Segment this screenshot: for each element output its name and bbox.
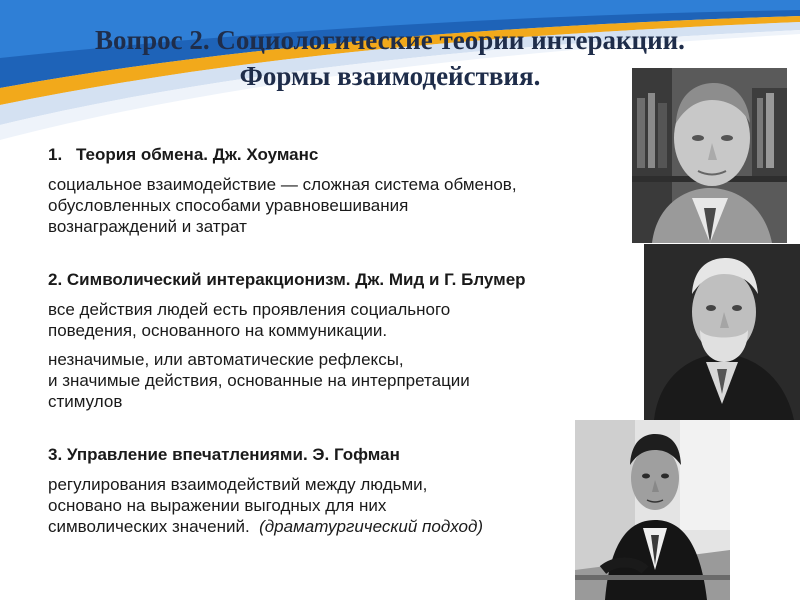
text-line: социальное взаимодействие — сложная система обменов, xyxy=(48,175,517,194)
slide-title-line2: Формы взаимодействия. xyxy=(239,61,541,91)
section-2-paragraph-1 xyxy=(48,299,633,341)
text-line: обусловленных способами уравновешивания xyxy=(48,196,409,215)
section-2-heading: 2. Символический интеракционизм. Дж. Мид и Г. Блумер xyxy=(48,270,526,289)
text-fragment: символических значений. xyxy=(48,517,250,536)
text-line: стимулов xyxy=(48,392,123,411)
section-3-heading: 3. Управление впечатлениями. Э. Гофман xyxy=(48,445,400,464)
section-1-heading-text: Теория обмена. Дж. Хоуманс xyxy=(76,145,319,164)
portrait-goffman xyxy=(575,420,730,600)
text-line: и значимые действия, основанные на интерпретации xyxy=(48,371,470,390)
section-3-paragraph xyxy=(48,474,633,537)
text-line: основано на выражении выгодных для них xyxy=(48,496,387,515)
slide-title-line1: Вопрос 2. Социологические теории интеракции. xyxy=(95,25,685,55)
text-line: все действия людей есть проявления социального xyxy=(48,300,451,319)
dramaturgical-approach-note: (драматургический подход) xyxy=(259,517,484,536)
section-1-heading xyxy=(48,144,633,166)
portrait-mead xyxy=(644,244,800,420)
text-line: поведения, основанного на коммуникации. xyxy=(48,321,388,340)
section-2-paragraph-2 xyxy=(48,349,633,412)
text-line: регулирования взаимодействий между людьми, xyxy=(48,475,428,494)
text-line: незначимые, или автоматические рефлексы, xyxy=(48,350,404,369)
text-line-last xyxy=(48,516,633,537)
section-1-number: 1. xyxy=(48,145,63,164)
section-1-paragraph xyxy=(48,174,633,237)
portrait-homans xyxy=(632,68,787,243)
slide-body xyxy=(48,144,633,537)
text-line: вознаграждений и затрат xyxy=(48,217,247,236)
